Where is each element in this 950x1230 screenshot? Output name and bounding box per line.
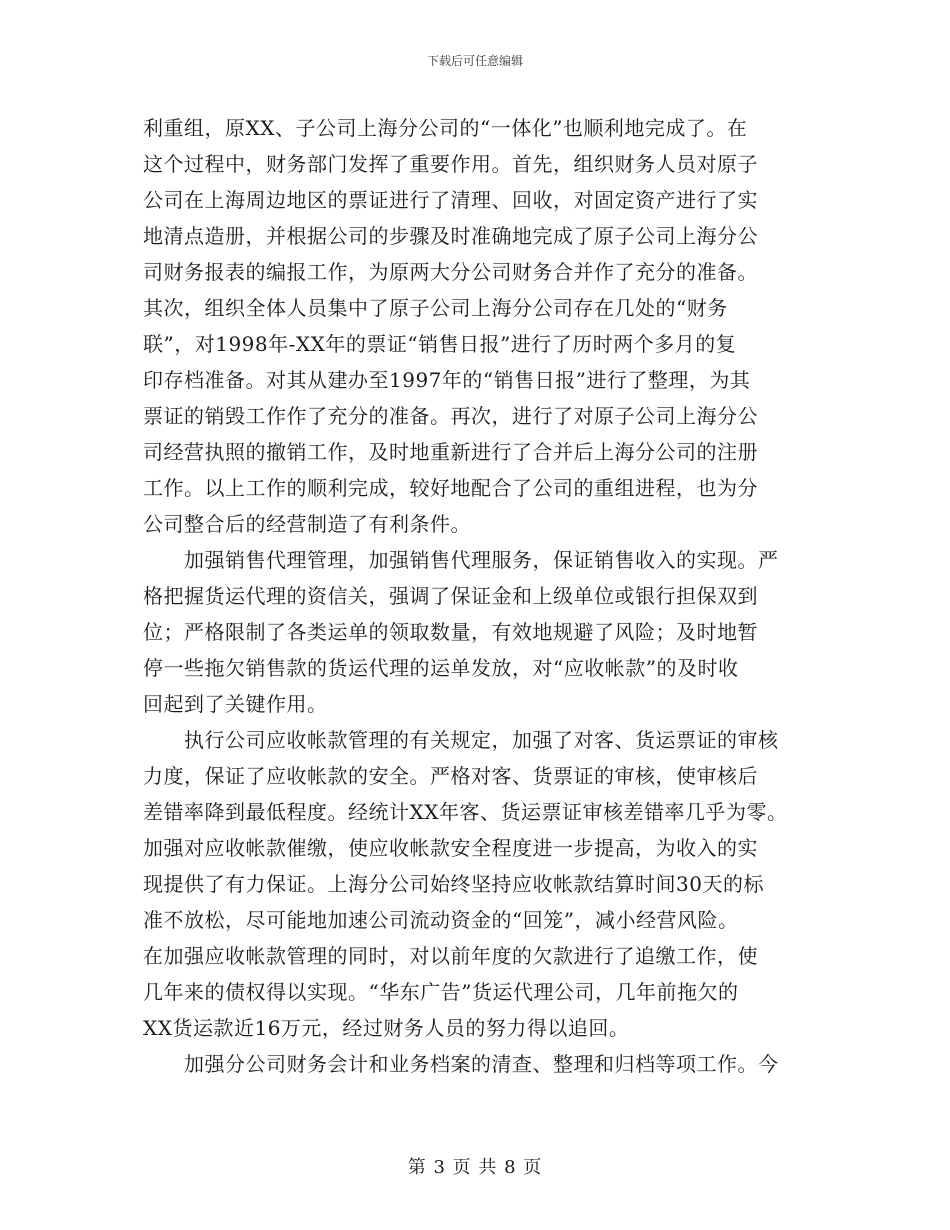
text-line: 加强对应收帐款催缴，使应收帐款安全程度进一步提高，为收入的实 (143, 836, 758, 860)
text-line: 加强销售代理管理，加强销售代理服务，保证销售收入的实现。严 (143, 548, 779, 572)
text-line: 回起到了关键作用。 (143, 692, 328, 716)
text-line: 位；严格限制了各类运单的领取数量，有效地规避了风险；及时地暂 (143, 620, 758, 644)
text-line: 票证的销毁工作作了充分的准备。再次，进行了对原子公司上海分公 (143, 404, 758, 428)
text-line: 司财务报表的编报工作，为原两大分公司财务合并作了充分的准备。 (143, 260, 758, 284)
text-line: 差错率降到最低程度。经统计XX年客、货运票证审核差错率几乎为零。 (143, 800, 788, 824)
text-line: 其次，组织全体人员集中了原子公司上海分公司存在几处的“财务 (143, 296, 728, 320)
text-line: 在加强应收帐款管理的同时，对以前年度的欠款进行了追缴工作，使 (143, 944, 758, 968)
text-line: 工作。以上工作的顺利完成，较好地配合了公司的重组进程，也为分 (143, 476, 758, 500)
page-header: 下载后可任意编辑 (426, 54, 523, 68)
text-line: 准不放松，尽可能地加速公司流动资金的“回笼”，减小经营风险。 (143, 908, 739, 932)
page-number-footer: 第 3 页 共 8 页 (407, 1157, 543, 1178)
text-line: 司经营执照的撤销工作，及时地重新进行了合并后上海分公司的注册 (143, 440, 758, 464)
text-line: 力度，保证了应收帐款的安全。严格对客、货票证的审核，使审核后 (143, 764, 758, 788)
text-line: 联”，对1998年-XX年的票证“销售日报”进行了历时两个多月的复 (143, 332, 737, 356)
text-line: 公司整合后的经营制造了有利条件。 (143, 512, 471, 536)
text-line: 几年来的债权得以实现。“华东广告”货运代理公司，几年前拖欠的 (143, 980, 739, 1004)
document-body (143, 110, 823, 1082)
text-line: 加强分公司财务会计和业务档案的清查、整理和归档等项工作。今 (143, 1052, 779, 1076)
text-line: 现提供了有力保证。上海分公司始终坚持应收帐款结算时间30天的标 (143, 872, 764, 896)
text-line: 地清点造册，并根据公司的步骤及时准确地完成了原子公司上海分公 (143, 224, 758, 248)
text-line: XX货运款近16万元，经过财务人员的努力得以追回。 (143, 1016, 630, 1040)
text-line: 公司在上海周边地区的票证进行了清理、回收，对固定资产进行了实 (143, 188, 758, 212)
text-line: 执行公司应收帐款管理的有关规定，加强了对客、货运票证的审核 (143, 728, 779, 752)
text-line: 利重组，原XX、子公司上海分公司的“一体化”也顺利地完成了。在 (143, 116, 748, 140)
text-line: 停一些拖欠销售款的货运代理的运单发放，对“应收帐款”的及时收 (143, 656, 739, 680)
text-line: 这个过程中，财务部门发挥了重要作用。首先，组织财务人员对原子 (143, 152, 758, 176)
text-line: 格把握货运代理的资信关，强调了保证金和上级单位或银行担保双到 (143, 584, 758, 608)
text-line: 印存档准备。对其从建办至1997年的“销售日报”进行了整理，为其 (143, 368, 751, 392)
